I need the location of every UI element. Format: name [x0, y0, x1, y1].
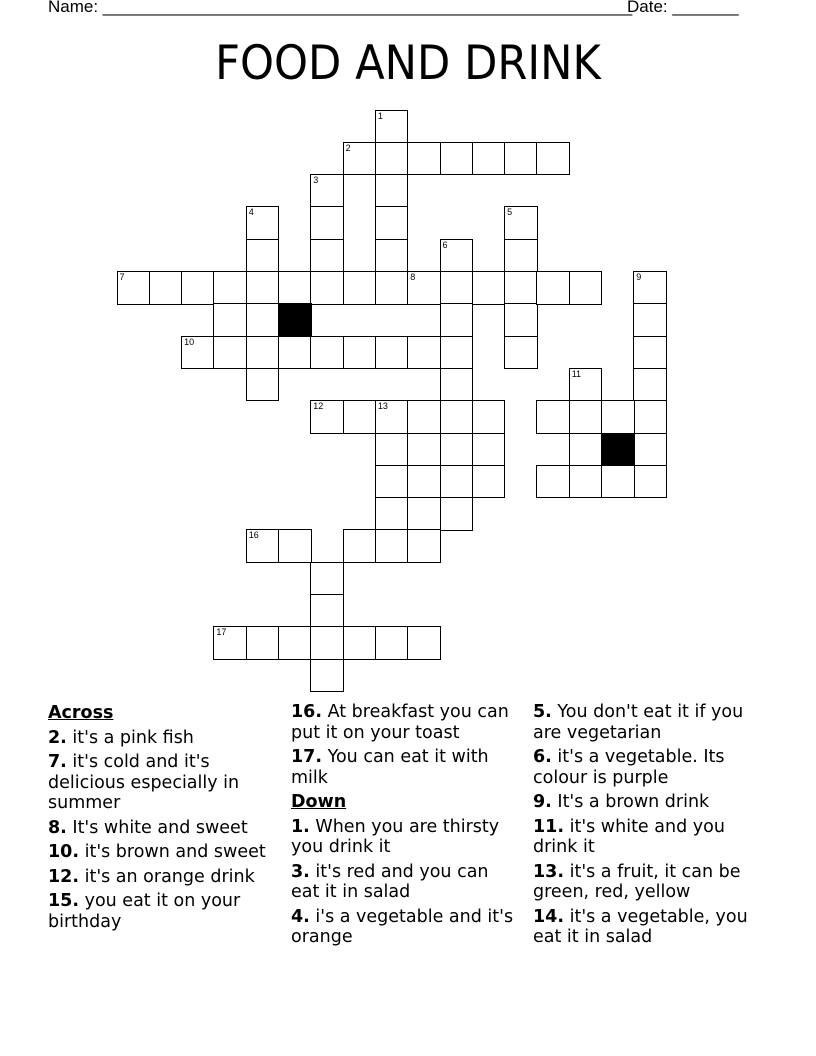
grid-block	[601, 433, 635, 467]
grid-cell[interactable]	[375, 626, 409, 660]
grid-cell[interactable]	[440, 497, 474, 531]
grid-cell[interactable]	[375, 206, 409, 240]
grid-cell[interactable]	[278, 529, 312, 563]
clue-number-label: 10	[184, 336, 195, 347]
clue-across-7	[48, 752, 273, 814]
grid-cell[interactable]	[504, 303, 538, 337]
clue-number: 3.	[291, 861, 310, 882]
grid-cell[interactable]	[246, 206, 280, 240]
grid-cell[interactable]	[375, 433, 409, 467]
clue-number-label: 6	[442, 239, 448, 250]
grid-cell[interactable]	[472, 271, 506, 305]
grid-cell[interactable]	[633, 400, 667, 434]
clue-number-label: 8	[410, 272, 416, 282]
grid-cell[interactable]	[343, 336, 377, 370]
grid-cell[interactable]	[213, 336, 247, 370]
grid-cell[interactable]	[181, 271, 215, 305]
clue-number-label: 12	[313, 401, 324, 412]
page-title: FOOD AND DRINK	[215, 36, 601, 91]
grid-cell[interactable]	[407, 529, 441, 563]
clue-number: 7.	[48, 752, 67, 772]
grid-cell[interactable]	[407, 400, 441, 434]
grid-cell[interactable]	[343, 529, 377, 563]
grid-cell[interactable]	[633, 271, 667, 305]
grid-cell[interactable]	[310, 594, 344, 628]
grid-cell[interactable]	[375, 239, 409, 273]
grid-cell[interactable]	[278, 271, 312, 305]
across-heading: Across	[48, 703, 114, 723]
grid-cell[interactable]	[375, 400, 409, 434]
grid-cell[interactable]	[536, 271, 570, 305]
grid-cell[interactable]	[246, 271, 280, 305]
grid-cell[interactable]	[343, 142, 377, 176]
clue-text: it's a fruit, it can be green, red, yellow	[533, 861, 741, 902]
grid-cell[interactable]	[375, 529, 409, 563]
clue-text: it's red and you can eat it in salad	[291, 861, 489, 902]
clue-across-17	[291, 747, 516, 788]
clue-text: it's a vegetable. Its colour is purple	[533, 747, 725, 788]
clue-across-15	[48, 891, 273, 932]
clues-column-3	[533, 702, 768, 952]
grid-cell[interactable]	[504, 271, 538, 305]
clue-number: 11.	[533, 816, 565, 837]
grid-cell[interactable]	[472, 142, 506, 176]
clue-across-10	[48, 842, 273, 863]
grid-cell[interactable]	[149, 271, 183, 305]
grid-cell[interactable]	[440, 336, 474, 370]
grid-cell[interactable]	[440, 239, 474, 273]
clue-number-label: 1	[377, 110, 383, 121]
clue-text: i's a vegetable and it's orange	[291, 906, 514, 947]
clue-text: When you are thirsty you drink it	[291, 816, 500, 857]
grid-cell[interactable]	[440, 433, 474, 467]
grid-cell[interactable]	[472, 465, 506, 499]
grid-cell[interactable]	[504, 239, 538, 273]
clue-number-label: 16	[248, 530, 259, 541]
grid-cell[interactable]	[246, 239, 280, 273]
grid-cell[interactable]	[407, 465, 441, 499]
grid-cell[interactable]	[375, 497, 409, 531]
clue-number-label: 13	[377, 401, 388, 412]
grid-cell[interactable]	[310, 239, 344, 273]
clue-text: it's cold and it's delicious especially in summer	[48, 752, 240, 813]
clue-number: 5.	[533, 702, 552, 722]
grid-cell[interactable]	[601, 465, 635, 499]
grid-cell[interactable]	[117, 271, 151, 305]
name-field: Name: ________________________________________________________	[48, 0, 633, 16]
grid-cell[interactable]	[407, 336, 441, 370]
clue-text: It's white and sweet	[72, 817, 248, 838]
grid-cell[interactable]	[343, 400, 377, 434]
grid-cell[interactable]	[472, 433, 506, 467]
clue-number-label: 2	[345, 142, 351, 153]
clue-text: You can eat it with milk	[291, 747, 489, 788]
grid-cell[interactable]	[310, 271, 344, 305]
grid-cell[interactable]	[181, 336, 215, 370]
grid-cell[interactable]	[633, 433, 667, 467]
clue-number-label: 11	[571, 368, 582, 379]
grid-cell[interactable]	[633, 368, 667, 402]
grid-cell[interactable]	[310, 659, 344, 693]
grid-cell[interactable]	[440, 465, 474, 499]
grid-cell[interactable]	[213, 271, 247, 305]
date-field: Date: _______	[627, 0, 739, 16]
grid-cell[interactable]	[569, 368, 603, 402]
grid-cell[interactable]	[569, 465, 603, 499]
clue-number-label: 5	[507, 207, 513, 218]
clue-number: 13.	[533, 861, 565, 882]
clue-number: 15.	[48, 891, 80, 911]
clue-across-12	[48, 867, 273, 888]
grid-cell[interactable]	[407, 142, 441, 176]
grid-cell[interactable]	[633, 465, 667, 499]
grid-cell[interactable]	[213, 626, 247, 660]
clue-number: 6.	[533, 747, 552, 767]
clue-number: 8.	[48, 817, 67, 838]
grid-cell[interactable]	[375, 174, 409, 208]
grid-cell[interactable]	[375, 465, 409, 499]
grid-cell[interactable]	[278, 626, 312, 660]
grid-block	[278, 303, 312, 337]
clue-text: it's brown and sweet	[84, 842, 266, 862]
down-heading: Down	[291, 792, 347, 812]
grid-cell[interactable]	[310, 174, 344, 208]
clue-text: It's a brown drink	[557, 792, 710, 812]
clue-text: you eat it on your birthday	[48, 891, 241, 932]
grid-cell[interactable]	[310, 336, 344, 370]
clue-text: it's an orange drink	[84, 866, 255, 887]
clue-number: 4.	[291, 906, 310, 927]
grid-cell[interactable]	[310, 400, 344, 434]
grid-cell[interactable]	[375, 336, 409, 370]
grid-cell[interactable]	[375, 110, 409, 144]
clues-column-2	[291, 702, 516, 952]
grid-cell[interactable]	[310, 562, 344, 596]
grid-cell[interactable]	[375, 142, 409, 176]
grid-cell[interactable]	[407, 497, 441, 531]
grid-cell[interactable]	[440, 400, 474, 434]
clue-text: At breakfast you can put it on your toast	[291, 702, 509, 743]
clue-text: You don't eat it if you are vegetarian	[533, 702, 744, 743]
grid-cell[interactable]	[569, 271, 603, 305]
clue-number: 9.	[533, 792, 552, 812]
clue-down-3	[291, 862, 516, 903]
grid-cell[interactable]	[246, 303, 280, 337]
grid-cell[interactable]	[343, 626, 377, 660]
grid-cell[interactable]	[246, 368, 280, 402]
grid-cell[interactable]	[569, 400, 603, 434]
grid-cell[interactable]	[343, 271, 377, 305]
grid-cell[interactable]	[246, 529, 280, 563]
clue-text: it's a pink fish	[72, 727, 194, 748]
clue-number-label: 17	[216, 627, 227, 638]
clue-down-5	[533, 702, 768, 743]
grid-cell[interactable]	[536, 400, 570, 434]
clue-number-label: 3	[313, 175, 319, 186]
grid-cell[interactable]	[601, 400, 635, 434]
clue-text: it's white and you drink it	[533, 816, 725, 857]
clue-down-11	[533, 817, 768, 858]
grid-cell[interactable]	[569, 433, 603, 467]
clue-number: 2.	[48, 727, 67, 748]
grid-cell[interactable]	[536, 465, 570, 499]
clue-down-14	[533, 907, 768, 948]
clue-number-label: 4	[248, 207, 254, 218]
grid-cell[interactable]	[472, 400, 506, 434]
grid-cell[interactable]	[407, 626, 441, 660]
grid-cell[interactable]	[633, 336, 667, 370]
grid-cell[interactable]	[504, 336, 538, 370]
clue-down-1	[291, 817, 516, 858]
clue-text: it's a vegetable, you eat it in salad	[533, 906, 748, 947]
grid-cell[interactable]	[375, 271, 409, 305]
clues-column-1	[48, 702, 273, 936]
grid-cell[interactable]	[504, 206, 538, 240]
clue-number: 16.	[291, 702, 323, 722]
clue-number: 10.	[48, 842, 80, 862]
clue-across-2	[48, 728, 273, 749]
grid-cell[interactable]	[246, 626, 280, 660]
clue-number: 1.	[291, 816, 310, 837]
clue-down-13	[533, 862, 768, 903]
clue-down-9	[533, 792, 768, 813]
grid-cell[interactable]	[440, 271, 474, 305]
clue-number-label: 9	[636, 272, 642, 282]
grid-cell[interactable]	[440, 303, 474, 337]
grid-cell[interactable]	[440, 368, 474, 402]
grid-cell[interactable]	[407, 433, 441, 467]
grid-cell[interactable]	[504, 142, 538, 176]
clue-down-6	[533, 747, 768, 788]
clue-number: 12.	[48, 866, 80, 887]
grid-cell[interactable]	[278, 336, 312, 370]
clue-number: 17.	[291, 747, 323, 767]
grid-cell[interactable]	[633, 303, 667, 337]
clue-number: 14.	[533, 906, 565, 927]
grid-cell[interactable]	[246, 336, 280, 370]
grid-cell[interactable]	[407, 271, 441, 305]
grid-cell[interactable]	[440, 142, 474, 176]
grid-cell[interactable]	[213, 303, 247, 337]
grid-cell[interactable]	[310, 206, 344, 240]
clue-down-4	[291, 907, 516, 948]
clue-number-label: 7	[119, 272, 125, 282]
clue-across-8	[48, 818, 273, 839]
clue-across-16	[291, 702, 516, 743]
grid-cell[interactable]	[310, 626, 344, 660]
grid-cell[interactable]	[536, 142, 570, 176]
